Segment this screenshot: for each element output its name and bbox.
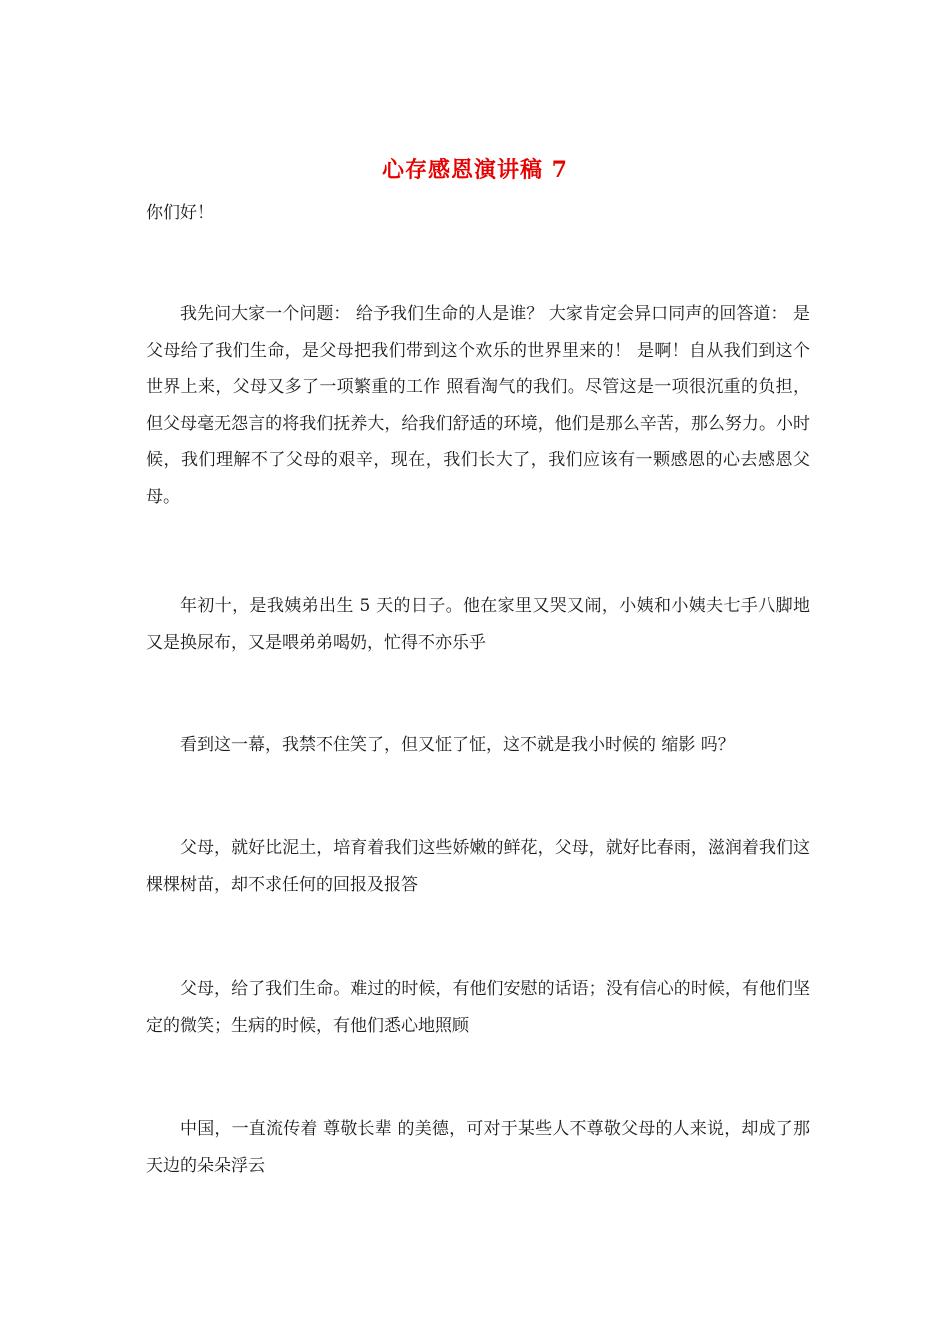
paragraph-3: 看到这一幕，我禁不住笑了，但又怔了怔，这不就是我小时候的 缩影 吗？ <box>180 735 735 755</box>
document-title: 心存感恩演讲稿 7 <box>382 157 568 183</box>
paragraph-5: 父母，给了我们生命。难过的时候，有他们安慰的话语；没有信心的时候，有他们坚定的微笑；生病的时候，有他们悉心地照顾 <box>146 979 810 1036</box>
paragraph-1: 我先问大家一个问题： 给予我们生命的人是谁？ 大家肯定会异口同声的回答道： 是父母给了我们生命，是父母把我们带到这个欢乐的世界里来的！ 是啊！自从我们到这个世界上来，父母又多了一项繁重的工作 照看淘气的我们。尽管这是一项很沉重的负担，但父母毫无怨言的将我们抚养大，给我们舒适的环境，他们是那么辛苦，那么努力。小时候，我们理解不了父母的艰辛，现在，我们长大了，我们应该有一颗感恩的心去感恩父母。 <box>146 304 810 507</box>
greeting-text: 你们好！ <box>146 203 214 223</box>
paragraph-2: 年初十，是我姨弟出生 5 天的日子。他在家里又哭又闹，小姨和小姨夫七手八脚地又是换尿布，又是喂弟弟喝奶，忙得不亦乐乎 <box>146 596 810 653</box>
paragraph-4: 父母，就好比泥土，培育着我们这些娇嫩的鲜花，父母，就好比春雨，滋润着我们这棵棵树苗，却不求任何的回报及报答 <box>146 838 810 895</box>
paragraph-6: 中国，一直流传着 尊敬长辈 的美德，可对于某些人不尊敬父母的人来说，却成了那天边的朵朵浮云 <box>146 1119 810 1176</box>
